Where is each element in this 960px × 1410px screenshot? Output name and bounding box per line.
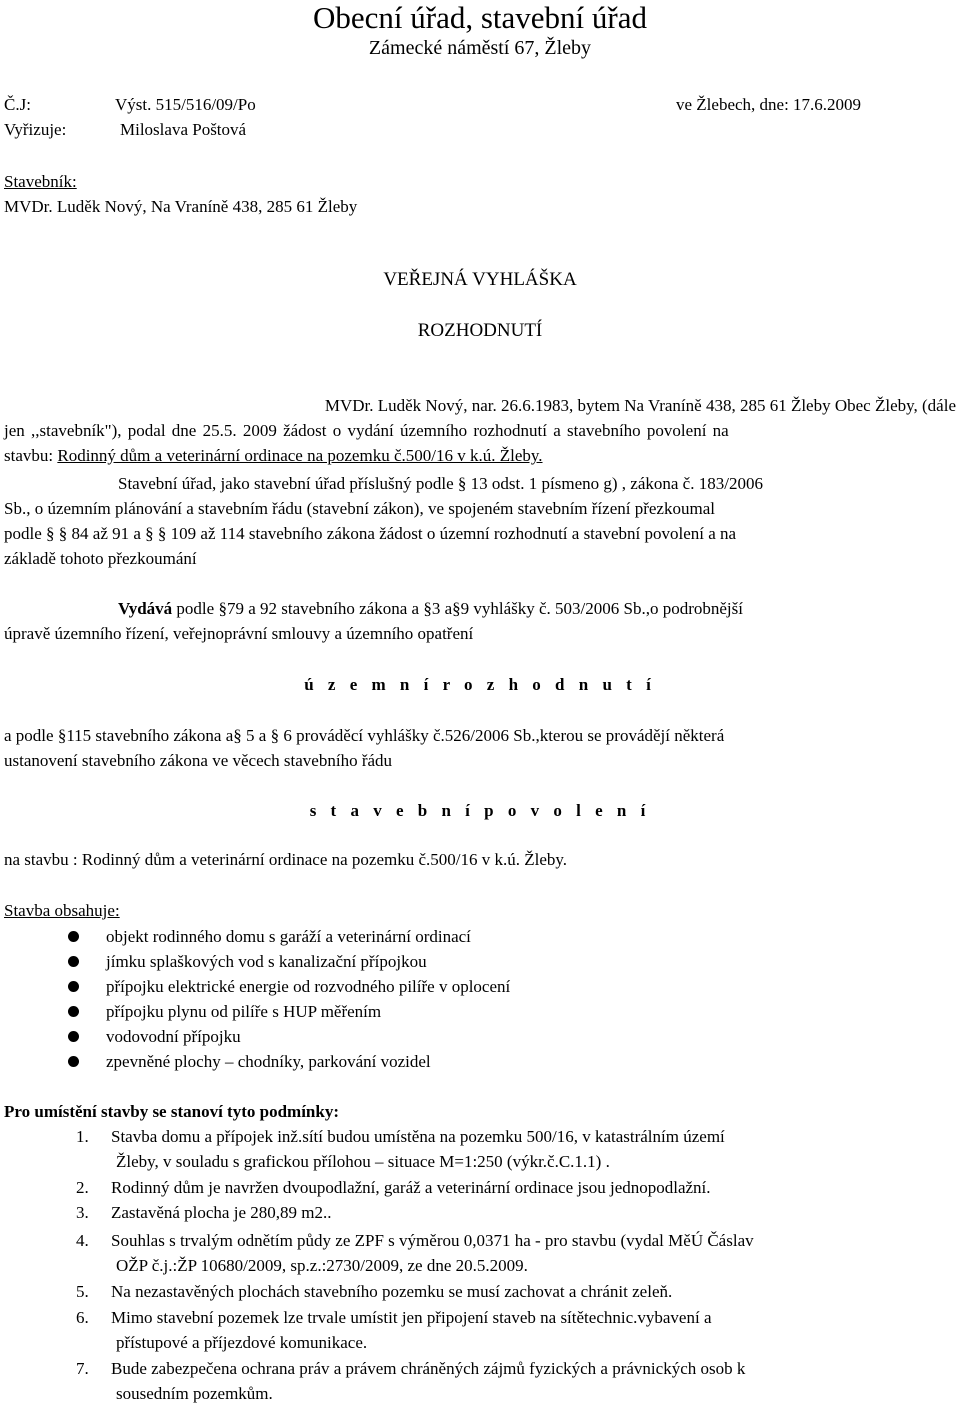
condition-text-continued: sousedním pozemkům. <box>116 1384 273 1403</box>
for-building-line: na stavbu : Rodinný dům a veterinární ordinace na pozemku č.500/16 v k.ú. Žleby. <box>4 850 568 869</box>
list-item: zpevněné plochy – chodníky, parkování vozidel <box>0 1049 510 1074</box>
intro-line-3-prefix: stavbu: <box>4 446 58 465</box>
issues-line-1-text: podle §79 a 92 stavebního zákona a §3 a§9 vyhlášky č. 503/2006 Sb.,o podrobnější <box>172 599 743 618</box>
bullet-icon <box>68 1006 79 1017</box>
list-item: objekt rodinného domu s garáží a veterinární ordinací <box>0 924 510 949</box>
authority-line-4: základě tohoto přezkoumání <box>4 549 197 568</box>
authority-line-3: podle § § 84 až 91 a § § 109 až 114 stavebního zákona žádost o územní rozhodnutí a stavební povolení a na <box>4 524 737 543</box>
vyrizuje-value: Miloslava Poštová <box>120 120 247 139</box>
condition-text: Zastavěná plocha je 280,89 m2.. <box>111 1203 332 1222</box>
issues-bold-word: Vydává <box>118 599 173 618</box>
cj-value: Výst. 515/516/09/Po <box>115 95 256 114</box>
office-title: Obecní úřad, stavební úřad <box>313 0 647 35</box>
per-line-2: ustanovení stavebního zákona ve věcech stavebního řádu <box>4 751 393 770</box>
condition-text: Souhlas s trvalým odnětím půdy ze ZPF s výměrou 0,0371 ha - pro stavbu (vydal MěÚ Čáslav <box>111 1231 754 1250</box>
list-item: vodovodní přípojku <box>0 1024 510 1049</box>
public-notice-heading: VEŘEJNÁ VYHLÁŠKA <box>383 269 577 290</box>
condition-text: Mimo stavební pozemek lze trvale umístit jen připojení staveb na sítětechnic.vybavení a <box>111 1308 712 1327</box>
bullet-icon <box>68 1031 79 1042</box>
condition-number: 4. <box>76 1231 89 1250</box>
condition-number: 7. <box>76 1359 89 1378</box>
contents-heading: Stavba obsahuje: <box>4 901 120 920</box>
condition-text-continued: Žleby, v souladu s grafickou přílohou – situace M=1:250 (výkr.č.C.1.1) . <box>116 1152 610 1171</box>
issues-line-1 <box>118 597 743 621</box>
intro-line-1: MVDr. Luděk Nový, nar. 26.6.1983, bytem Na Vraníně 438, 285 61 Žleby Obec Žleby, (dále <box>324 396 956 415</box>
building-name-underlined: Rodinný dům a veterinární ordinace na pozemku č.500/16 v k.ú. Žleby. <box>57 446 543 465</box>
authority-line-1: Stavební úřad, jako stavební úřad příslušný podle § 13 odst. 1 písmeno g) , zákona č. 183/2006 <box>118 474 763 493</box>
authority-line-2: Sb., o územním plánování a stavebním řádu (stavební zákon), ve spojeném stavebním řízení přezkoumal <box>4 499 715 518</box>
bullet-icon <box>68 1056 79 1067</box>
building-permit-heading: s t a v e b n í p o v o l e n í <box>309 801 651 820</box>
condition-text: Rodinný dům je navržen dvoupodlažní, garáž a veterinární ordinace jsou jednopodlažní. <box>111 1178 711 1197</box>
condition-number: 5. <box>76 1282 89 1301</box>
zoning-decision-heading: ú z e m n í r o z h o d n u t í <box>304 675 656 694</box>
per-line-1: a podle §115 stavebního zákona a§ 5 a § 6 prováděcí vyhlášky č.526/2006 Sb.,kterou se provádějí některá <box>4 726 725 745</box>
issues-line-2: úpravě územního řízení, veřejnoprávní smlouvy a územního opatření <box>4 624 474 643</box>
condition-text: Bude zabezpečena ochrana práv a právem chráněných zájmů fyzických a právnických osob k <box>111 1359 746 1378</box>
condition-text: Na nezastavěných plochách stavebního pozemku se musí zachovat a chránit zeleň. <box>111 1282 673 1301</box>
condition-text-continued: OŽP č.j.:ŽP 10680/2009, sp.z.:2730/2009, ze dne 20.5.2009. <box>116 1256 528 1275</box>
condition-number: 1. <box>76 1127 89 1146</box>
condition-text: Stavba domu a přípojek inž.sítí budou umístěna na pozemku 500/16, v katastrálním území <box>111 1127 725 1146</box>
cj-label: Č.J: <box>4 95 31 114</box>
list-item: jímku splaškových vod s kanalizační přípojkou <box>0 949 510 974</box>
bullet-icon <box>68 981 79 992</box>
intro-line-3 <box>4 444 543 468</box>
condition-number: 6. <box>76 1308 89 1327</box>
contents-list <box>0 924 510 1074</box>
stavebnik-label: Stavebník: <box>4 172 77 191</box>
list-item: přípojku plynu od pilíře s HUP měřením <box>0 999 510 1024</box>
condition-number: 2. <box>76 1178 89 1197</box>
bullet-icon <box>68 931 79 942</box>
office-address: Zámecké náměstí 67, Žleby <box>368 37 592 59</box>
list-item: přípojku elektrické energie od rozvodného pilíře v oplocení <box>0 974 510 999</box>
decision-heading: ROZHODNUTÍ <box>417 320 543 341</box>
intro-line-2: jen ,,stavebník"), podal dne 25.5. 2009 žádost o vydání územního rozhodnutí a stavebního povolení na <box>4 421 729 440</box>
conditions-heading: Pro umístění stavby se stanoví tyto podmínky: <box>4 1102 339 1121</box>
condition-text-continued: přístupové a příjezdové komunikace. <box>116 1333 368 1352</box>
bullet-icon <box>68 956 79 967</box>
vyrizuje-label: Vyřizuje: <box>4 120 67 139</box>
place-date: ve Žlebech, dne: 17.6.2009 <box>676 95 862 114</box>
condition-number: 3. <box>76 1203 89 1222</box>
stavebnik-value: MVDr. Luděk Nový, Na Vraníně 438, 285 61 Žleby <box>4 197 358 216</box>
